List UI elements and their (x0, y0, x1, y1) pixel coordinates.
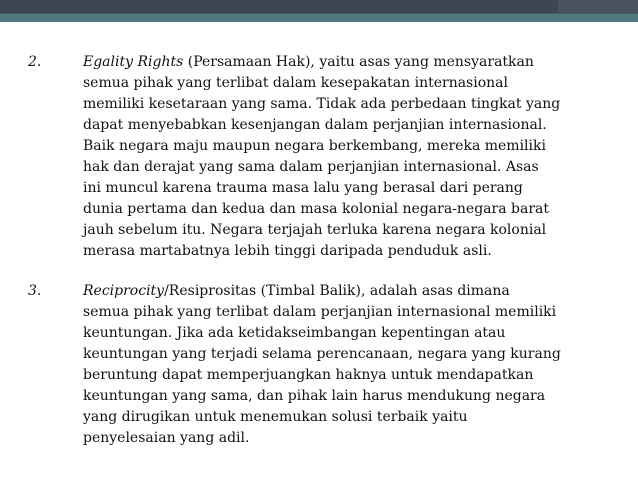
item-line: keuntungan. Jika ada ketidakseimbangan kepentingan atau (83, 325, 506, 341)
item-term: Reciprocity (83, 283, 165, 299)
item-line: ini muncul karena trauma masa lalu yang berasal dari perang (83, 180, 523, 196)
item-line: merasa martabatnya lebih tinggi daripada penduduk asli. (83, 243, 492, 259)
item-line: Baik negara maju maupun negara berkembang, mereka memiliki (83, 138, 546, 154)
slide-content (28, 52, 618, 468)
item-number: 2. (28, 54, 42, 70)
item-line: semua pihak yang terlibat dalam perjanjian internasional memiliki (83, 304, 557, 320)
item-text (83, 281, 603, 449)
item-line: memiliki kesetaraan yang sama. Tidak ada perbedaan tingkat yang (83, 96, 561, 112)
item-line: dapat menyebabkan kesenjangan dalam perjanjian internasional. (83, 117, 547, 133)
list-item-2 (28, 52, 618, 262)
item-number: 3. (28, 283, 42, 299)
item-first-line (83, 281, 603, 302)
item-line: penyelesaian yang adil. (83, 430, 250, 446)
item-line: beruntung dapat memperjuangkan haknya untuk mendapatkan (83, 367, 534, 383)
item-first-line (83, 52, 603, 73)
slide-header-bar (0, 0, 638, 22)
item-first-line-rest: /Resiprositas (Timbal Balik), adalah asas dimana (164, 283, 510, 299)
item-line: semua pihak yang terlibat dalam kesepakatan internasional (83, 75, 508, 91)
item-line: hak dan derajat yang sama dalam perjanjian internasional. Asas (83, 159, 539, 175)
item-first-line-rest: (Persamaan Hak), yaitu asas yang mensyaratkan (183, 54, 534, 70)
item-line: jauh sebelum itu. Negara terjajah terluka karena negara kolonial (83, 222, 547, 238)
item-line: keuntungan yang terjadi selama perencanaan, negara yang kurang (83, 346, 561, 362)
item-line: dunia pertama dan kedua dan masa kolonial negara-negara barat (83, 201, 549, 217)
header-accent (558, 0, 638, 14)
item-line: yang dirugikan untuk menemukan solusi terbaik yaitu (83, 409, 468, 425)
item-term: Egality Rights (83, 54, 184, 70)
item-line: keuntungan yang sama, dan pihak lain harus mendukung negara (83, 388, 546, 404)
item-text (83, 52, 603, 262)
list-item-3 (28, 281, 618, 449)
